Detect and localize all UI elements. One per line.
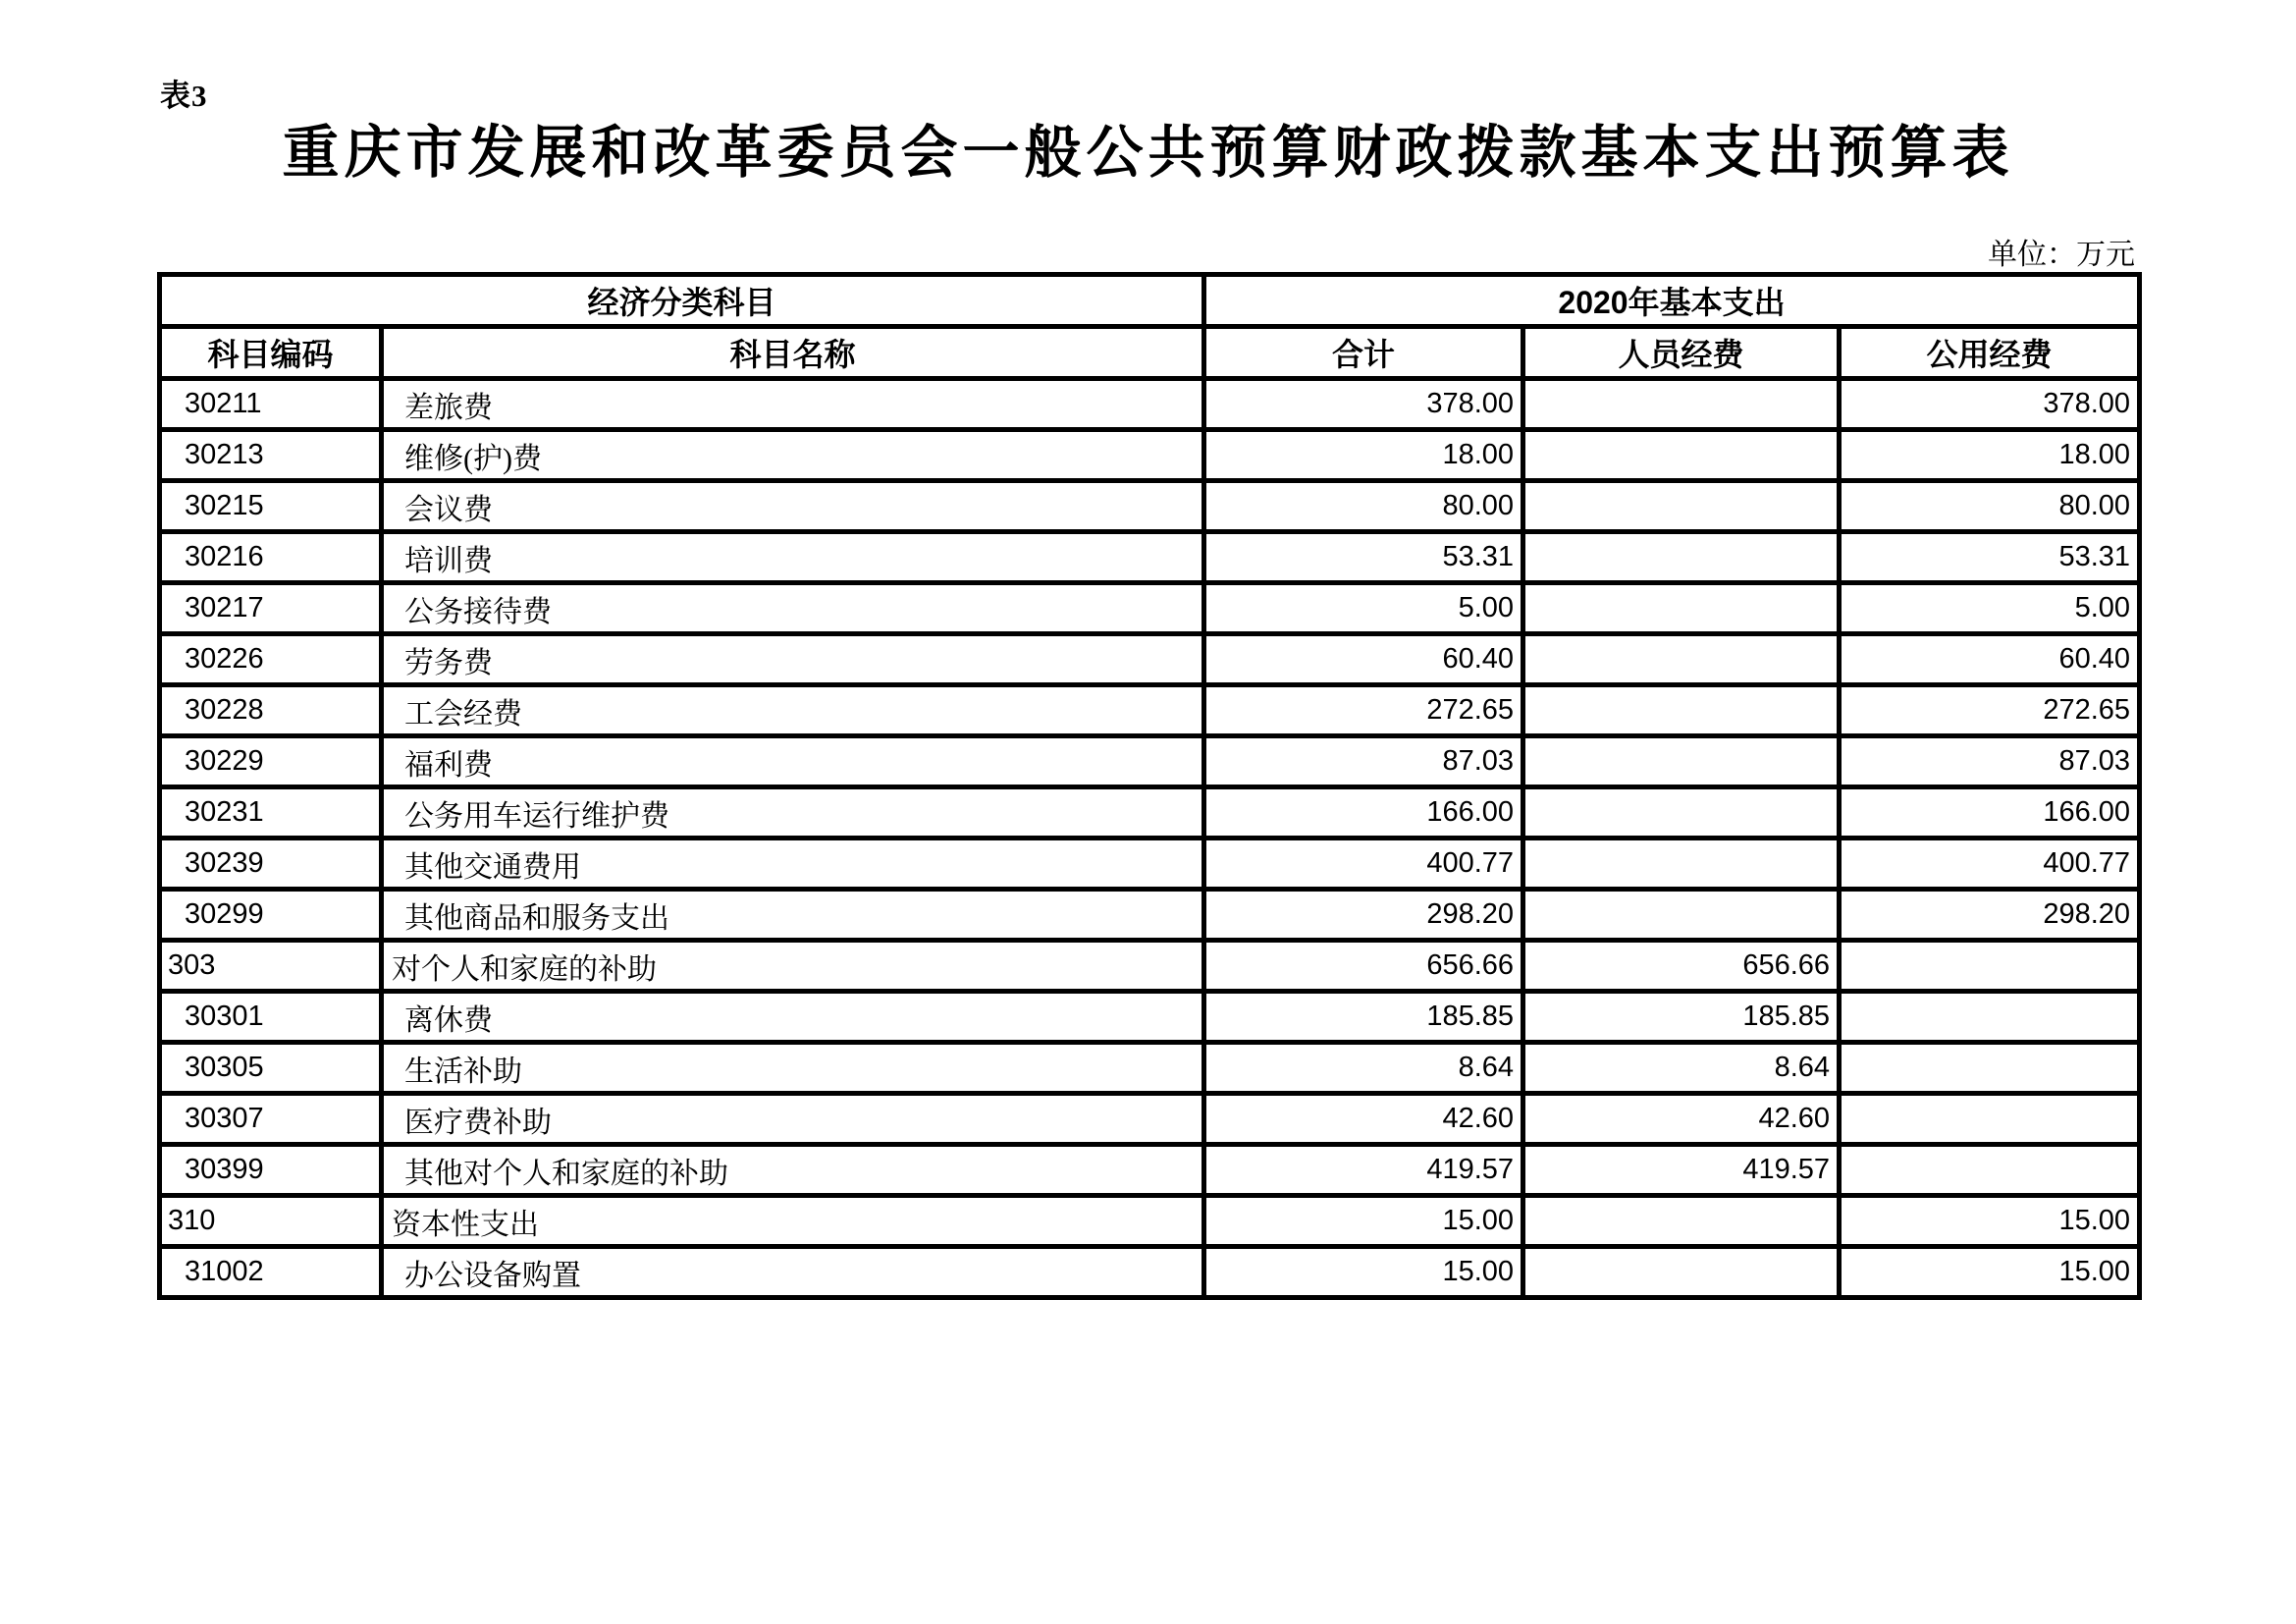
public-funds-cell: 166.00 — [1840, 787, 2140, 839]
table-number-label: 表3 — [160, 79, 208, 113]
budget-table-body — [160, 379, 2140, 1298]
total-amount-cell: 5.00 — [1204, 583, 1523, 634]
total-amount-cell: 15.00 — [1204, 1247, 1523, 1298]
personnel-funds-cell — [1523, 736, 1840, 787]
total-amount-cell: 185.85 — [1204, 992, 1523, 1043]
personnel-funds-cell — [1523, 890, 1840, 941]
table-row — [160, 839, 2140, 890]
personnel-funds-cell: 42.60 — [1523, 1094, 1840, 1145]
col-header-total: 合计 — [1204, 327, 1523, 379]
table-row — [160, 481, 2140, 532]
total-amount-cell: 298.20 — [1204, 890, 1523, 941]
total-amount-cell: 60.40 — [1204, 634, 1523, 685]
total-amount-cell: 656.66 — [1204, 941, 1523, 992]
total-amount-cell: 419.57 — [1204, 1145, 1523, 1196]
subject-code-cell: 30226 — [160, 634, 382, 685]
total-amount-cell: 87.03 — [1204, 736, 1523, 787]
public-funds-cell: 15.00 — [1840, 1196, 2140, 1247]
subject-code-cell: 30239 — [160, 839, 382, 890]
public-funds-cell: 5.00 — [1840, 583, 2140, 634]
subject-name-cell: 其他交通费用 — [382, 839, 1204, 890]
subject-name-cell: 办公设备购置 — [382, 1247, 1204, 1298]
public-funds-cell: 80.00 — [1840, 481, 2140, 532]
col-header-subject-code: 科目编码 — [160, 327, 382, 379]
unit-note: 单位：万元 — [1988, 239, 2135, 271]
table-row — [160, 532, 2140, 583]
table-row — [160, 583, 2140, 634]
total-amount-cell: 15.00 — [1204, 1196, 1523, 1247]
col-header-subject-name: 科目名称 — [382, 327, 1204, 379]
subject-code-cell: 303 — [160, 941, 382, 992]
budget-table-header — [160, 275, 2140, 379]
header-columns-row — [160, 327, 2140, 379]
public-funds-cell — [1840, 941, 2140, 992]
header-2020-basic-expenditure: 2020年基本支出 — [1204, 275, 2140, 327]
table-row — [160, 941, 2140, 992]
table-row — [160, 1196, 2140, 1247]
subject-code-cell: 30228 — [160, 685, 382, 736]
public-funds-cell: 53.31 — [1840, 532, 2140, 583]
subject-name-cell: 培训费 — [382, 532, 1204, 583]
col-header-personnel-funds: 人员经费 — [1523, 327, 1840, 379]
total-amount-cell: 53.31 — [1204, 532, 1523, 583]
public-funds-cell: 400.77 — [1840, 839, 2140, 890]
subject-name-cell: 维修(护)费 — [382, 430, 1204, 481]
subject-code-cell: 30213 — [160, 430, 382, 481]
subject-code-cell: 30211 — [160, 379, 382, 430]
subject-name-cell: 差旅费 — [382, 379, 1204, 430]
subject-name-cell: 对个人和家庭的补助 — [382, 941, 1204, 992]
subject-code-cell: 30229 — [160, 736, 382, 787]
subject-name-cell: 其他对个人和家庭的补助 — [382, 1145, 1204, 1196]
col-header-public-funds: 公用经费 — [1840, 327, 2140, 379]
subject-code-cell: 30299 — [160, 890, 382, 941]
table-row — [160, 430, 2140, 481]
table-row — [160, 634, 2140, 685]
personnel-funds-cell — [1523, 634, 1840, 685]
subject-name-cell: 生活补助 — [382, 1043, 1204, 1094]
personnel-funds-cell — [1523, 481, 1840, 532]
subject-code-cell: 30305 — [160, 1043, 382, 1094]
total-amount-cell: 18.00 — [1204, 430, 1523, 481]
total-amount-cell: 42.60 — [1204, 1094, 1523, 1145]
personnel-funds-cell — [1523, 583, 1840, 634]
header-economic-classification: 经济分类科目 — [160, 275, 1204, 327]
table-row — [160, 1247, 2140, 1298]
subject-name-cell: 其他商品和服务支出 — [382, 890, 1204, 941]
subject-code-cell: 30301 — [160, 992, 382, 1043]
table-row — [160, 1094, 2140, 1145]
subject-name-cell: 公务接待费 — [382, 583, 1204, 634]
subject-name-cell: 资本性支出 — [382, 1196, 1204, 1247]
total-amount-cell: 8.64 — [1204, 1043, 1523, 1094]
table-row — [160, 1043, 2140, 1094]
subject-name-cell: 劳务费 — [382, 634, 1204, 685]
document-title: 重庆市发展和改革委员会一般公共预算财政拨款基本支出预算表 — [282, 121, 2014, 185]
public-funds-cell — [1840, 1043, 2140, 1094]
table-row — [160, 890, 2140, 941]
subject-name-cell: 工会经费 — [382, 685, 1204, 736]
total-amount-cell: 378.00 — [1204, 379, 1523, 430]
personnel-funds-cell: 419.57 — [1523, 1145, 1840, 1196]
public-funds-cell: 18.00 — [1840, 430, 2140, 481]
personnel-funds-cell — [1523, 1247, 1840, 1298]
subject-code-cell: 30399 — [160, 1145, 382, 1196]
total-amount-cell: 80.00 — [1204, 481, 1523, 532]
table-row — [160, 736, 2140, 787]
public-funds-cell — [1840, 992, 2140, 1043]
subject-name-cell: 会议费 — [382, 481, 1204, 532]
personnel-funds-cell: 8.64 — [1523, 1043, 1840, 1094]
personnel-funds-cell — [1523, 839, 1840, 890]
personnel-funds-cell — [1523, 685, 1840, 736]
public-funds-cell: 15.00 — [1840, 1247, 2140, 1298]
total-amount-cell: 400.77 — [1204, 839, 1523, 890]
personnel-funds-cell — [1523, 430, 1840, 481]
personnel-funds-cell: 656.66 — [1523, 941, 1840, 992]
personnel-funds-cell — [1523, 1196, 1840, 1247]
subject-code-cell: 30231 — [160, 787, 382, 839]
subject-code-cell: 31002 — [160, 1247, 382, 1298]
total-amount-cell: 166.00 — [1204, 787, 1523, 839]
table-row — [160, 685, 2140, 736]
public-funds-cell: 272.65 — [1840, 685, 2140, 736]
public-funds-cell — [1840, 1145, 2140, 1196]
personnel-funds-cell — [1523, 379, 1840, 430]
table-row — [160, 1145, 2140, 1196]
subject-code-cell: 310 — [160, 1196, 382, 1247]
public-funds-cell: 298.20 — [1840, 890, 2140, 941]
header-group-row — [160, 275, 2140, 327]
subject-code-cell: 30217 — [160, 583, 382, 634]
table-row — [160, 787, 2140, 839]
table-row — [160, 379, 2140, 430]
subject-code-cell: 30307 — [160, 1094, 382, 1145]
subject-name-cell: 福利费 — [382, 736, 1204, 787]
subject-name-cell: 医疗费补助 — [382, 1094, 1204, 1145]
subject-name-cell: 离休费 — [382, 992, 1204, 1043]
subject-code-cell: 30216 — [160, 532, 382, 583]
budget-table — [157, 272, 2142, 1300]
personnel-funds-cell — [1523, 532, 1840, 583]
public-funds-cell: 87.03 — [1840, 736, 2140, 787]
personnel-funds-cell: 185.85 — [1523, 992, 1840, 1043]
public-funds-cell — [1840, 1094, 2140, 1145]
personnel-funds-cell — [1523, 787, 1840, 839]
subject-name-cell: 公务用车运行维护费 — [382, 787, 1204, 839]
public-funds-cell: 60.40 — [1840, 634, 2140, 685]
subject-code-cell: 30215 — [160, 481, 382, 532]
table-row — [160, 992, 2140, 1043]
public-funds-cell: 378.00 — [1840, 379, 2140, 430]
total-amount-cell: 272.65 — [1204, 685, 1523, 736]
